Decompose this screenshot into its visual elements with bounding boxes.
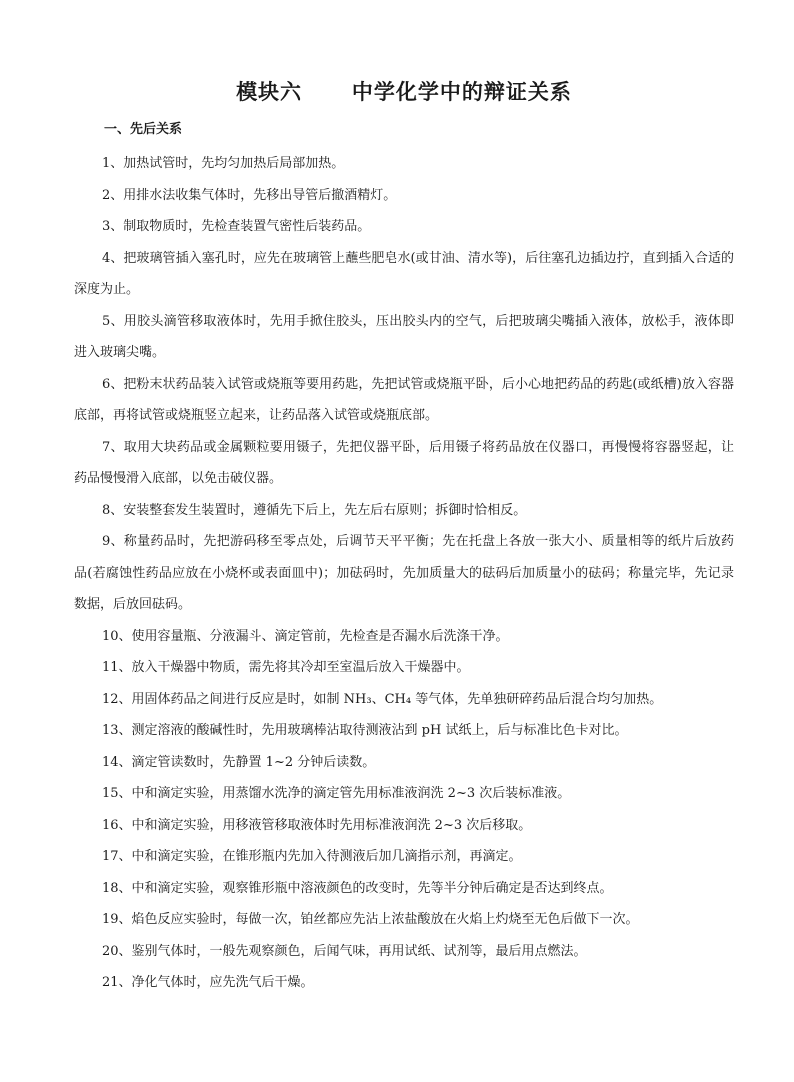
list-item: 5、用胶头滴管移取液体时，先用手掀住胶头，压出胶头内的空气，后把玻璃尖嘴插入液体，放松手，液体即进入玻璃尖嘴。 [74, 313, 734, 360]
list-item: 4、把玻璃管插入塞孔时，应先在玻璃管上蘸些肥皂水(或甘油、清水等)，后往塞孔边插边拧，直到插入合适的深度为止。 [74, 250, 734, 297]
list-item: 8、安装整套发生装置时，遵循先下后上，先左后右原则；拆御时恰相反。 [102, 502, 527, 518]
list-item: 10、使用容量瓶、分液漏斗、滴定管前，先检查是否漏水后洗涤干净。 [102, 628, 509, 644]
list-item: 1、加热试管时，先均匀加热后局部加热。 [102, 156, 345, 171]
list-item: 18、中和滴定实验，观察锥形瓶中溶液颜色的改变时，先等半分钟后确定是否达到终点。 [102, 880, 613, 896]
list-item: 17、中和滴定实验，在锥形瓶内先加入待测液后加几滴指示剂，再滴定。 [102, 849, 522, 864]
list-item: 9、称量药品时，先把游码移至零点处，后调节天平平衡；先在托盘上各放一张大小、质量相等的纸片后放药品(若腐蚀性药品应放在小烧杯或表面皿中)；加砝码时，先加质量大的砝码后加质量小的砝码；称量完毕，先记录数据，后放回砝码。 [74, 534, 734, 612]
list-item: 7、取用大块药品或金属颗粒要用镊子，先把仪器平卧，后用镊子将药品放在仪器口，再慢慢将容器竖起，让药品慢慢滑入底部，以免击破仪器。 [74, 439, 734, 486]
list-item: 14、滴定管读数时，先静置 1~2 分钟后读数。 [102, 754, 376, 770]
list-item: 13、测定溶液的酸碱性时，先用玻璃棒沾取待测液沾到 pH 试纸上，后与标准比色卡对比。 [102, 723, 628, 738]
page-title: 模块六 中学化学中的辩证关系 [236, 80, 572, 104]
list-item: 15、中和滴定实验，用蒸馏水洗净的滴定管先用标准液润洗 2~3 次后装标准液。 [102, 786, 571, 801]
list-item: 19、焰色反应实验时，每做一次，铂丝都应先沾上浓盐酸放在火焰上灼烧至无色后做下一次。 [102, 912, 639, 927]
list-item: 6、把粉末状药品装入试管或烧瓶等要用药匙，先把试管或烧瓶平卧，后小心地把药品的药匙(或纸槽)放入容器底部，再将试管或烧瓶竖立起来，让药品落入试管或烧瓶底部。 [74, 376, 734, 423]
list-item: 3、制取物质时，先检查装置气密性后装药品。 [102, 219, 371, 234]
list-item: 21、净化气体时，应先洗气后干燥。 [102, 975, 314, 990]
section-heading: 一、先后关系 [104, 122, 183, 137]
list-item: 16、中和滴定实验，用移液管移取液体时先用标准液润洗 2~3 次后移取。 [102, 817, 532, 833]
item-list [74, 148, 734, 999]
list-item: 20、鉴别气体时，一般先观察颜色，后闻气味，再用试纸、试剂等，最后用点燃法。 [102, 943, 587, 959]
list-item: 2、用排水法收集气体时，先移出导管后撤酒精灯。 [102, 187, 397, 203]
list-item: 12、用固体药品之间进行反应是时，如制 NH₃、CH₄ 等气体，先单独研碎药品后混合均匀加热。 [102, 691, 663, 707]
list-item: 11、放入干燥器中物质，需先将其冷却至室温后放入干燥器中。 [102, 660, 470, 675]
